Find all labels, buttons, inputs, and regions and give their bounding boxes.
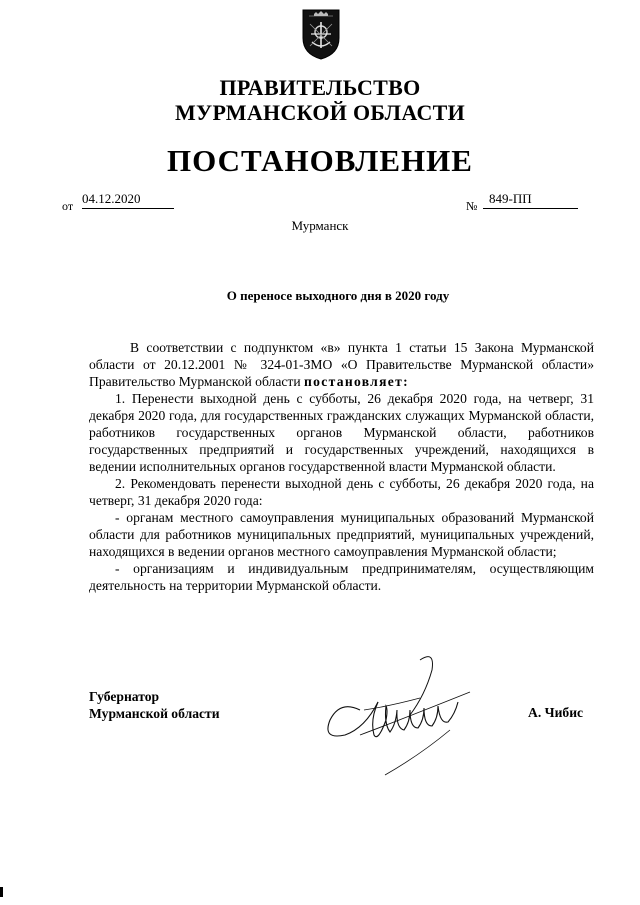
resolves-word: постановляет: (304, 374, 409, 389)
scan-edge-mark (0, 887, 3, 897)
number-prefix: № (466, 199, 478, 213)
signer-name: А. Чибис (528, 705, 584, 720)
date-value: 04.12.2020 (82, 191, 174, 209)
handwritten-signature (300, 640, 500, 790)
item-2b-paragraph: - организациям и индивидуальным предпринимателям, осуществляющим деятельность на территории Мурманской области. (89, 561, 594, 593)
preamble-text: В соответствии с подпунктом «в» пункта 1 статьи 15 Закона Мурманской области от 20.12.2001 № 324-01-ЗМО «О Правительстве Мурманской области» Правительство Мурманской области (89, 340, 594, 389)
organization-name-line1: ПРАВИТЕЛЬСТВО (219, 75, 421, 100)
preamble-paragraph (89, 339, 594, 390)
signer-position-line1: Губернатор (89, 689, 160, 704)
item-2-paragraph: 2. Рекомендовать перенести выходной день с субботы, 26 декабря 2020 года, на четверг, 31 декабря 2020 года: (89, 476, 594, 508)
signer-position-line2: Мурманской области (89, 706, 220, 721)
city: Мурманск (291, 218, 349, 233)
number-value: 849-ПП (483, 191, 578, 209)
document-type-title: ПОСТАНОВЛЕНИЕ (167, 143, 473, 178)
document-body (89, 339, 594, 594)
coat-of-arms-icon (301, 8, 341, 60)
date-prefix: от (62, 199, 74, 213)
organization-name-line2: МУРМАНСКОЙ ОБЛАСТИ (174, 100, 466, 125)
item-2a-paragraph: - органам местного самоуправления муниципальных образований Мурманской области для работников муниципальных предприятий, муниципальных учреждений, находящихся в ведении органов местного самоуправления Мурманской области; (89, 510, 594, 559)
item-1-paragraph: 1. Перенести выходной день с субботы, 26 декабря 2020 года, на четверг, 31 декабря 2020 года, для государственных гражданских служащих Мурманской области, работников государственных органов Мурманской области, работников государственных предприятий и государственных учреждений, находящихся в ведении исполнительных органов государственной власти Мурманской области. (89, 391, 594, 474)
signer-position (89, 688, 220, 722)
document-subject: О переносе выходного дня в 2020 году (226, 288, 450, 303)
